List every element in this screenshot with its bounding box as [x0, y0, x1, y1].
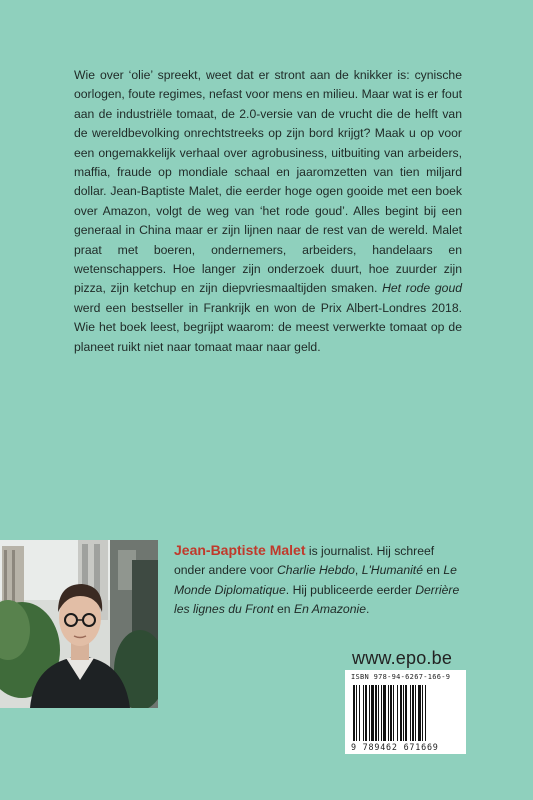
bio-text-3: en [422, 563, 444, 578]
isbn-label: ISBN 978-94-6267-166-9 [351, 673, 451, 681]
bio-italic-4: Derrière les lignes du Front [174, 582, 460, 617]
blurb-text-end: werd een bestseller in Frankrijk en won de Prix Albert-Londres 2018. Wie het boek leest, begrijpt waarom: de meest verwerkte tomaat op de planeet ruikt niet naar tomaat maar naar geld. [74, 300, 462, 354]
isbn-barcode [345, 670, 466, 754]
blurb-text: Wie over ‘olie’ spreekt, weet dat er stront aan de knikker is: cynische oorlogen, foute regimes, nefast voor mens en milieu. Maar wat is er fout aan de industriële tomaat, de 2.0-versie van de vrucht die de helft van de wereldbevolking onrechtstreeks op zijn bord krijgt? Maak u op voor een ongemakkelijk verhaal over agrobusiness, uitbuiting van arbeiders, maffia, fraude op mondiale schaal en jaaromzetten van tien miljard dollar. Jean-Baptiste Malet, die eerder hoge ogen gooide met een boek over Amazon, volgt de weg van ‘het rode goud’. Alles begint bij een generaal in China maar er zijn lijnen naar de rest van de wereld. Malet praat met boeren, ondernemers, arbeiders, handelaars en wetenschappers. Hoe langer zijn onderzoek duurt, hoe zuurder zijn pizza, zijn ketchup en zijn diepvriesmaaltijden smaken. [74, 68, 462, 296]
author-bio [174, 541, 464, 620]
bio-italic-5: En Amazonie [293, 602, 366, 617]
bio-text-6: . [365, 602, 370, 617]
author-name: Jean-Baptiste Malet [174, 542, 306, 558]
publisher-url: www.epo.be [352, 648, 453, 668]
bio-text-4: . Hij publiceerde eerder [285, 582, 416, 597]
barcode-digits: 9 789462 671669 [351, 742, 439, 752]
bio-text-2: , [354, 563, 362, 578]
bio-italic-2: L'Humanité [361, 563, 423, 578]
author-photo [0, 540, 158, 708]
book-title-italic: Het rode goud [382, 281, 463, 296]
bio-text-5: en [273, 602, 294, 617]
bio-italic-3: Le Monde Diplomatique [174, 563, 457, 597]
bio-text-1: is journalist. Hij schreef onder andere voor [174, 544, 435, 578]
bio-italic-1: Charlie Hebdo [277, 563, 355, 578]
barcode-bars [353, 685, 459, 741]
back-cover-blurb [74, 66, 462, 357]
